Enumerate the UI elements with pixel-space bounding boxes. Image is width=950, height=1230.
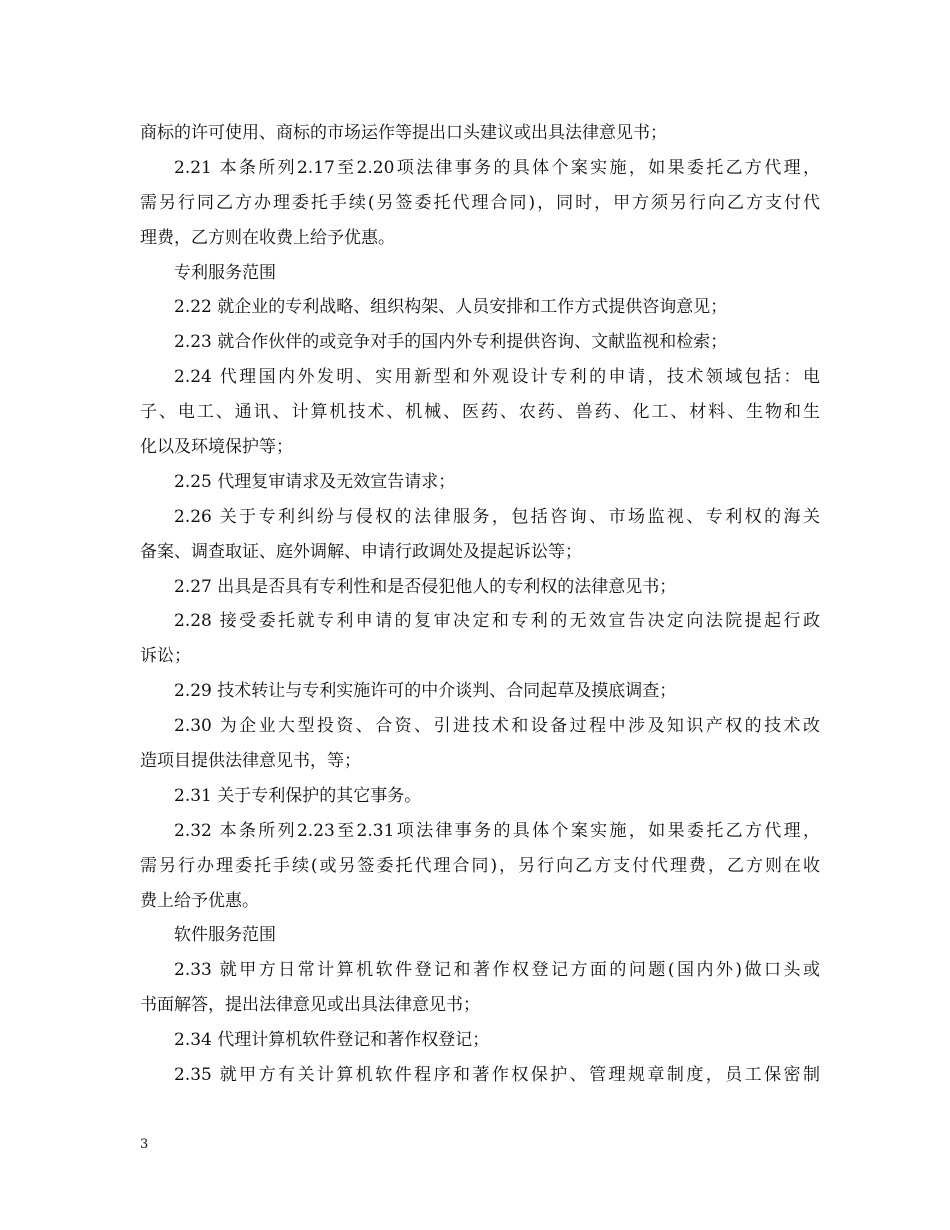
text-line: 2.25 代理复审请求及无效宣告请求； [174,471,456,492]
text-line: 2.28 接受委托就专利申请的复审决定和专利的无效宣告决定向法院提起行政 [174,611,820,632]
text-line: 化以及环境保护等； [140,437,293,458]
text-line: 2.35 就甲方有关计算机软件程序和著作权保护、管理规章制度，员工保密制 [174,1065,820,1086]
section-heading: 软件服务范围 [174,925,276,946]
text-line: 2.29 技术转让与专利实施许可的中介谈判、合同起草及摸底调查； [174,681,677,702]
text-line: 造项目提供法律意见书，等； [140,751,361,772]
text-line: 需另行办理委托手续(或另签委托代理合同)，另行向乙方支付代理费，乙方则在收 [140,855,820,876]
text-line: 2.23 就合作伙伴的或竞争对手的国内外专利提供咨询、文献监视和检索； [174,332,728,353]
text-line: 书面解答，提出法律意见或出具法律意见书； [140,995,480,1016]
document-body [140,116,820,1093]
text-line: 2.30 为企业大型投资、合资、引进技术和设备过程中涉及知识产权的技术改 [174,716,820,737]
text-line: 2.33 就甲方日常计算机软件登记和著作权登记方面的问题(国内外)做口头或 [174,960,820,981]
text-line: 商标的许可使用、商标的市场运作等提出口头建议或出具法律意见书； [140,123,667,143]
text-line: 费上给予优惠。 [140,890,259,911]
page-number: 3 [140,1137,149,1152]
text-line: 理费，乙方则在收费上给予优惠。 [140,227,395,248]
text-line: 2.34 代理计算机软件登记和著作权登记； [174,1030,490,1051]
text-line: 2.24 代理国内外发明、实用新型和外观设计专利的申请，技术领域包括：电 [174,367,820,388]
text-line: 备案、调查取证、庭外调解、申请行政调处及提起诉讼等； [140,541,582,562]
text-line: 2.32 本条所列2.23至2.31项法律事务的具体个案实施，如果委托乙方代理， [174,820,820,841]
text-line: 需另行同乙方办理委托手续(另签委托代理合同)，同时，甲方须另行向乙方支付代 [140,192,820,213]
text-line: 2.31 关于专利保护的其它事务。 [174,785,422,806]
text-line: 2.27 出具是否具有专利性和是否侵犯他人的专利权的法律意见书； [174,576,677,597]
text-line: 2.26 关于专利纠纷与侵权的法律服务，包括咨询、市场监视、专利权的海关 [174,506,820,527]
section-heading: 专利服务范围 [174,262,276,283]
text-line: 子、电工、通讯、计算机技术、机械、医药、农药、兽药、化工、材料、生物和生 [140,402,820,423]
text-line: 2.21 本条所列2.17至2.20项法律事务的具体个案实施，如果委托乙方代理， [174,157,820,178]
text-line: 诉讼； [140,646,191,667]
text-line: 2.22 就企业的专利战略、组织构架、人员安排和工作方式提供咨询意见； [174,297,728,318]
